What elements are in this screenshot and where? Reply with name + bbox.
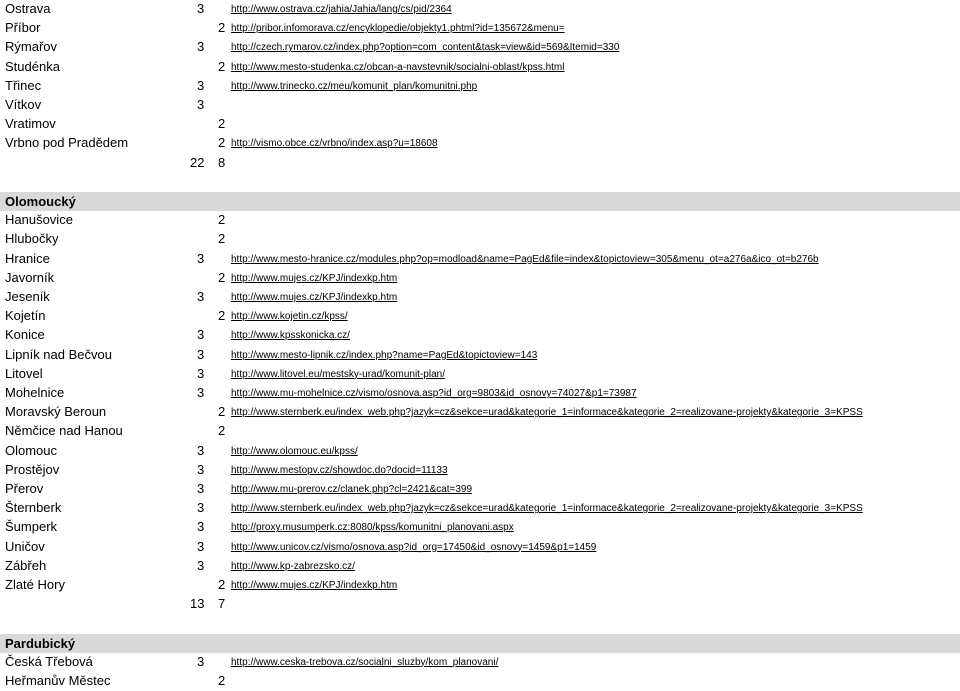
city-name: Příbor <box>5 20 41 36</box>
city-name: Vratimov <box>5 116 56 132</box>
table-row <box>0 576 960 595</box>
url-link[interactable]: http://www.ceska-trebova.cz/socialni_sluzby/kom_planovani/ <box>231 656 499 668</box>
table-row <box>0 19 960 38</box>
url-link[interactable]: http://www.sternberk.eu/index_web.php?jazyk=cz&sekce=urad&kategorie_1=informace&kategorie_2=realizovane-projekty&kategorie_3=KPSS <box>231 407 863 419</box>
summary-count-2: 8 <box>218 154 226 170</box>
city-name: Vítkov <box>5 97 42 112</box>
value-2: 2 <box>218 423 226 439</box>
city-name: Zábřeh <box>5 557 47 573</box>
city-name: Šumperk <box>5 519 58 535</box>
table-row <box>0 230 960 249</box>
table-row <box>0 326 960 345</box>
city-name: Studénka <box>5 58 60 74</box>
city-name: Javorník <box>5 269 55 285</box>
city-name: Heřmanův Městec <box>5 673 111 688</box>
table-row <box>0 480 960 499</box>
table-row <box>0 442 960 461</box>
url-link[interactable]: http://www.mujes.cz/KPJ/indexkp.htm <box>231 580 398 591</box>
city-name: Přerov <box>5 481 44 496</box>
region-title: Olomoucký <box>5 194 76 209</box>
value-2: 2 <box>218 308 226 324</box>
city-name: Uničov <box>5 538 45 554</box>
value-3: 3 <box>197 97 205 112</box>
value-3: 3 <box>197 39 205 55</box>
value-2: 2 <box>218 269 226 285</box>
value-2: 2 <box>218 135 226 151</box>
table-row <box>0 422 960 441</box>
city-name: Němčice nad Hanou <box>5 423 123 439</box>
url-link[interactable]: http://www.olomouc.eu/kpss/ <box>231 445 358 457</box>
summary-row <box>0 595 960 614</box>
url-link[interactable]: http://vismo.obce.cz/vrbno/index.asp?u=18608 <box>231 138 438 150</box>
city-name: Zlaté Hory <box>5 577 65 592</box>
table-row <box>0 557 960 576</box>
url-link[interactable]: http://proxy.musumperk.cz:8080/kpss/komunitni_planovani.aspx <box>231 522 514 534</box>
city-name: Šternberk <box>5 500 62 516</box>
table-row <box>0 269 960 288</box>
table-row <box>0 307 960 326</box>
value-2: 2 <box>218 231 226 247</box>
table-row <box>0 538 960 557</box>
url-link[interactable]: http://www.trinecko.cz/meu/komunit_plan/komunitni.php <box>231 80 478 92</box>
value-3: 3 <box>197 500 205 516</box>
table-row <box>0 38 960 57</box>
table-row <box>0 365 960 384</box>
value-3: 3 <box>197 557 205 573</box>
url-link[interactable]: http://www.mestopv.cz/showdoc.do?docid=11133 <box>231 464 448 476</box>
value-3: 3 <box>197 481 205 496</box>
table-row <box>0 58 960 77</box>
url-link[interactable]: http://www.mujes.cz/KPJ/indexkp.htm <box>231 292 398 303</box>
table-row <box>0 384 960 403</box>
city-name: Hanušovice <box>5 212 73 228</box>
city-name: Prostějov <box>5 461 60 477</box>
region-title: Pardubický <box>5 635 76 651</box>
city-name: Třinec <box>5 77 42 93</box>
city-name: Ostrava <box>5 1 51 16</box>
value-2: 2 <box>218 404 226 420</box>
table-row <box>0 250 960 269</box>
url-link[interactable]: http://www.kojetin.cz/kpss/ <box>231 311 348 323</box>
city-name: Česká Třebová <box>5 653 93 669</box>
value-3: 3 <box>197 289 205 304</box>
table-row <box>0 403 960 422</box>
value-3: 3 <box>197 1 205 16</box>
table-row <box>0 461 960 480</box>
url-link[interactable]: http://pribor.infomorava.cz/encyklopedie/objekty1.phtml?id=135672&menu= <box>231 23 565 35</box>
url-link[interactable]: http://www.mesto-lipnik.cz/index.php?name=PagEd&topictoview=143 <box>231 349 538 361</box>
region-header <box>0 192 960 211</box>
city-name: Mohelnice <box>5 385 65 400</box>
url-link[interactable]: http://www.mu-prerov.cz/clanek.php?cl=2421&cat=399 <box>231 484 473 495</box>
value-3: 3 <box>197 250 205 266</box>
table-row <box>0 77 960 96</box>
url-link[interactable]: http://www.ostrava.cz/jahia/Jahia/lang/cs/pid/2364 <box>231 4 452 15</box>
city-name: Rýmařov <box>5 39 58 55</box>
city-name: Lipník nad Bečvou <box>5 346 112 362</box>
table-row <box>0 134 960 153</box>
summary-count-2: 7 <box>218 596 226 612</box>
value-2: 2 <box>218 577 226 592</box>
table-row <box>0 518 960 537</box>
value-2: 2 <box>218 673 226 688</box>
table-row <box>0 96 960 115</box>
summary-count-3: 22 <box>190 154 205 170</box>
city-name: Hlubočky <box>5 231 59 247</box>
city-name: Jeseník <box>5 289 50 304</box>
value-3: 3 <box>197 519 205 535</box>
url-link[interactable]: http://www.litovel.eu/mestsky-urad/komunit-plan/ <box>231 368 445 380</box>
table-row <box>0 115 960 134</box>
table-row <box>0 653 960 672</box>
table-row <box>0 499 960 518</box>
table-row <box>0 0 960 19</box>
value-3: 3 <box>197 461 205 477</box>
url-link[interactable]: http://czech.rymarov.cz/index.php?option=com_content&task=view&id=569&Itemid=330 <box>231 42 620 54</box>
value-2: 2 <box>218 212 226 228</box>
url-link[interactable]: http://www.kpsskonicka.cz/ <box>231 330 350 342</box>
url-link[interactable]: http://www.mu-mohelnice.cz/vismo/osnova.asp?id_org=9803&id_osnovy=74027&p1=73987 <box>231 388 637 399</box>
value-3: 3 <box>197 385 205 400</box>
region-header <box>0 634 960 653</box>
value-2: 2 <box>218 58 226 74</box>
url-link[interactable]: http://www.sternberk.eu/index_web.php?jazyk=cz&sekce=urad&kategorie_1=informace&kategorie_2=realizovane-projekty&kategorie_3=KPSS <box>231 503 863 515</box>
value-3: 3 <box>197 442 205 458</box>
city-name: Konice <box>5 327 45 343</box>
value-3: 3 <box>197 77 205 93</box>
url-link[interactable]: http://www.kp-zabrezsko.cz/ <box>231 560 355 572</box>
city-name: Litovel <box>5 365 43 381</box>
table-row <box>0 211 960 230</box>
table-row <box>0 346 960 365</box>
value-2: 2 <box>218 20 226 36</box>
value-2: 2 <box>218 116 226 132</box>
city-name: Vrbno pod Pradědem <box>5 135 129 151</box>
url-link[interactable]: http://www.mesto-studenka.cz/obcan-a-navstevnik/socialni-oblast/kpss.html <box>231 61 565 73</box>
value-3: 3 <box>197 538 205 554</box>
summary-row <box>0 154 960 173</box>
value-3: 3 <box>197 365 205 381</box>
value-3: 3 <box>197 653 205 669</box>
table-row <box>0 672 960 691</box>
summary-count-3: 13 <box>190 596 205 612</box>
value-3: 3 <box>197 346 205 362</box>
url-link[interactable]: http://www.mujes.cz/KPJ/indexkp.htm <box>231 272 398 284</box>
table-row <box>0 288 960 307</box>
url-link[interactable]: http://www.mesto-hranice.cz/modules.php?op=modload&name=PagEd&file=index&topictoview=305&menu_ot=a276a&ico_ot=b276b <box>231 253 819 265</box>
city-name: Moravský Beroun <box>5 404 107 420</box>
value-3: 3 <box>197 327 205 343</box>
city-name: Olomouc <box>5 442 58 458</box>
city-name: Hranice <box>5 250 50 266</box>
url-link[interactable]: http://www.unicov.cz/vismo/osnova.asp?id_org=17450&id_osnovy=1459&p1=1459 <box>231 541 597 553</box>
city-name: Kojetín <box>5 308 46 324</box>
